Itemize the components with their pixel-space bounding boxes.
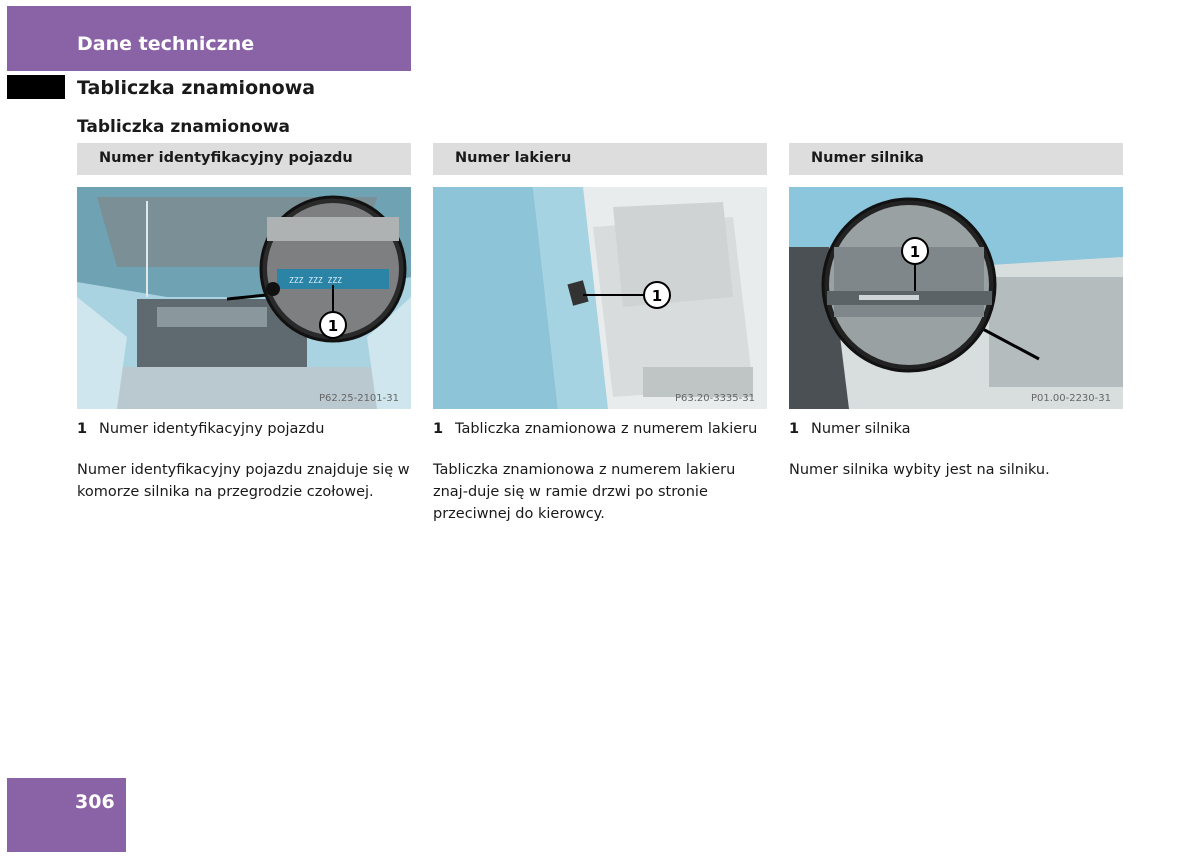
caption-text: Numer identyfikacyjny pojazdu [99,421,325,437]
figure-caption [789,419,1123,439]
caption-text: Numer silnika [811,421,911,437]
figure-caption [77,419,411,439]
figure-engine [789,187,1123,409]
column-engine [789,143,1123,481]
callout-number: 1 [909,243,921,261]
body-text: Tabliczka znamionowa z numerem lakieru znaj-duje się w ramie drzwi po stronie przeciwnej do kierowcy. [433,462,736,522]
section-tab [7,6,411,71]
column-header: Numer identyfikacyjny pojazdu [77,143,411,175]
section-title: Dane techniczne [77,33,255,55]
callout-number: 1 [651,287,663,305]
figure-engine-bay [77,187,411,409]
column-header: Numer silnika [789,143,1123,175]
page-number-tab [7,778,126,852]
body-text: Numer silnika wybity jest na silniku. [789,462,1050,478]
caption-number: 1 [433,421,444,437]
caption-text: Tabliczka znamionowa z numerem lakieru [455,421,758,437]
figure-code: P01.00-2230-31 [1030,393,1111,404]
figure-caption [433,419,767,439]
subsection-title: Tabliczka znamionowa [77,77,316,99]
svg-text:ZZZ ZZZ ZZZ: ZZZ ZZZ ZZZ [289,276,342,285]
figure-code: P63.20-3335-31 [674,393,755,404]
figure-door-frame [433,187,767,409]
caption-number: 1 [77,421,88,437]
figure-code: P62.25-2101-31 [318,393,399,404]
caption-number: 1 [789,421,800,437]
column-vin [77,143,411,503]
callout-number: 1 [327,317,339,335]
column-header: Numer lakieru [433,143,767,175]
page-heading: Tabliczka znamionowa [77,117,291,137]
body-text: Numer identyfikacyjny pojazdu znajduje się w komorze silnika na przegrodzie czołowej. [77,462,410,500]
column-paint [433,143,767,525]
page-number: 306 [75,791,115,813]
section-marker [7,75,65,99]
